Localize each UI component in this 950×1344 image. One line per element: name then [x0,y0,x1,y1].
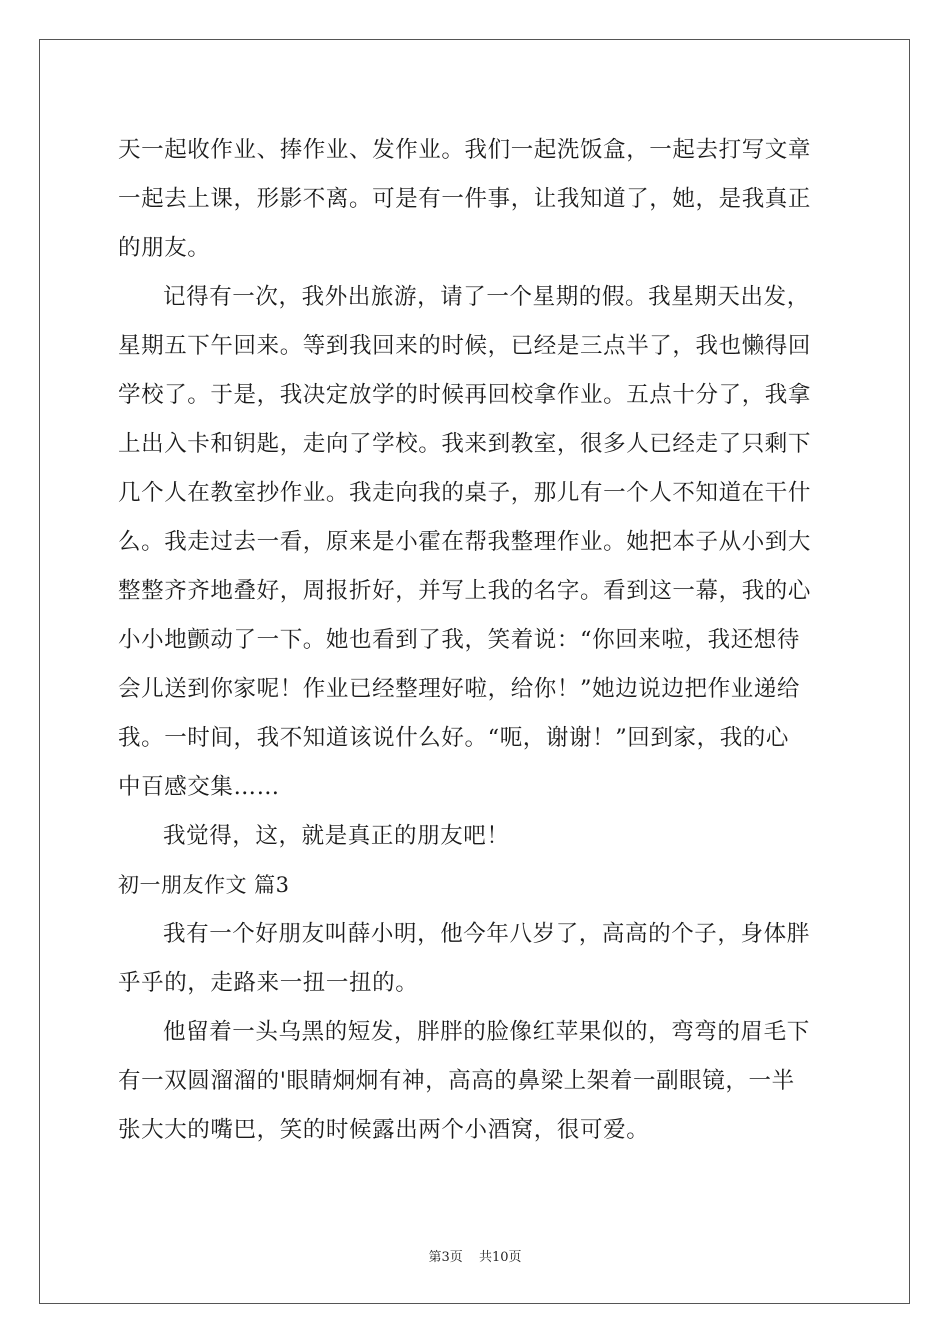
text-line: 乎乎的，走路来一扭一扭的。 [118,970,419,996]
document-body [118,126,834,1155]
text-line: 么。我走过去一看，原来是小霍在帮我整理作业。她把本子从小到大 [118,529,812,555]
section-heading: 初一朋友作文 篇3 [118,873,290,897]
text-line: 一起去上课，形影不离。可是有一件事，让我知道了，她，是我真正 [118,186,812,212]
text-line: 会儿送到你家呢！作业已经整理好啦，给你！”她边说边把作业递给 [118,676,801,702]
text-line: 上出入卡和钥匙，走向了学校。我来到教室，很多人已经走了只剩下 [118,431,812,457]
text-line: 中百感交集…… [118,774,280,800]
text-line: 的朋友。 [118,235,211,261]
paragraph-start-line: 我觉得，这，就是真正的朋友吧！ [163,823,510,849]
page-footer [0,1246,950,1265]
text-line: 有一双圆溜溜的'眼睛炯炯有神，高高的鼻梁上架着一副眼镜，一半 [118,1068,795,1094]
paragraph-start-line: 他留着一头乌黑的短发，胖胖的脸像红苹果似的，弯弯的眉毛下 [163,1019,810,1045]
paragraph-start-line: 我有一个好朋友叫薛小明，他今年八岁了，高高的个子，身体胖 [163,921,810,947]
text-line: 我。一时间，我不知道该说什么好。“呃，谢谢！”回到家，我的心 [118,725,790,751]
text-line: 整整齐齐地叠好，周报折好，并写上我的名字。看到这一幕，我的心 [118,578,812,604]
text-line: 张大大的嘴巴，笑的时候露出两个小酒窝，很可爱。 [118,1117,650,1143]
paragraph-start-line: 记得有一次，我外出旅游，请了一个星期的假。我星期天出发， [163,284,810,310]
text-line: 小小地颤动了一下。她也看到了我，笑着说：“你回来啦，我还想待 [118,627,801,653]
page-total: 共10页 [478,1250,522,1265]
text-line: 天一起收作业、捧作业、发作业。我们一起洗饭盒，一起去打写文章 [118,137,812,163]
text-line: 几个人在教室抄作业。我走向我的桌子，那儿有一个人不知道在干什 [118,480,812,506]
page-number: 第3页 [428,1250,463,1265]
text-line: 星期五下午回来。等到我回来的时候，已经是三点半了，我也懒得回 [118,333,812,359]
text-line: 学校了。于是，我决定放学的时候再回校拿作业。五点十分了，我拿 [118,382,812,408]
